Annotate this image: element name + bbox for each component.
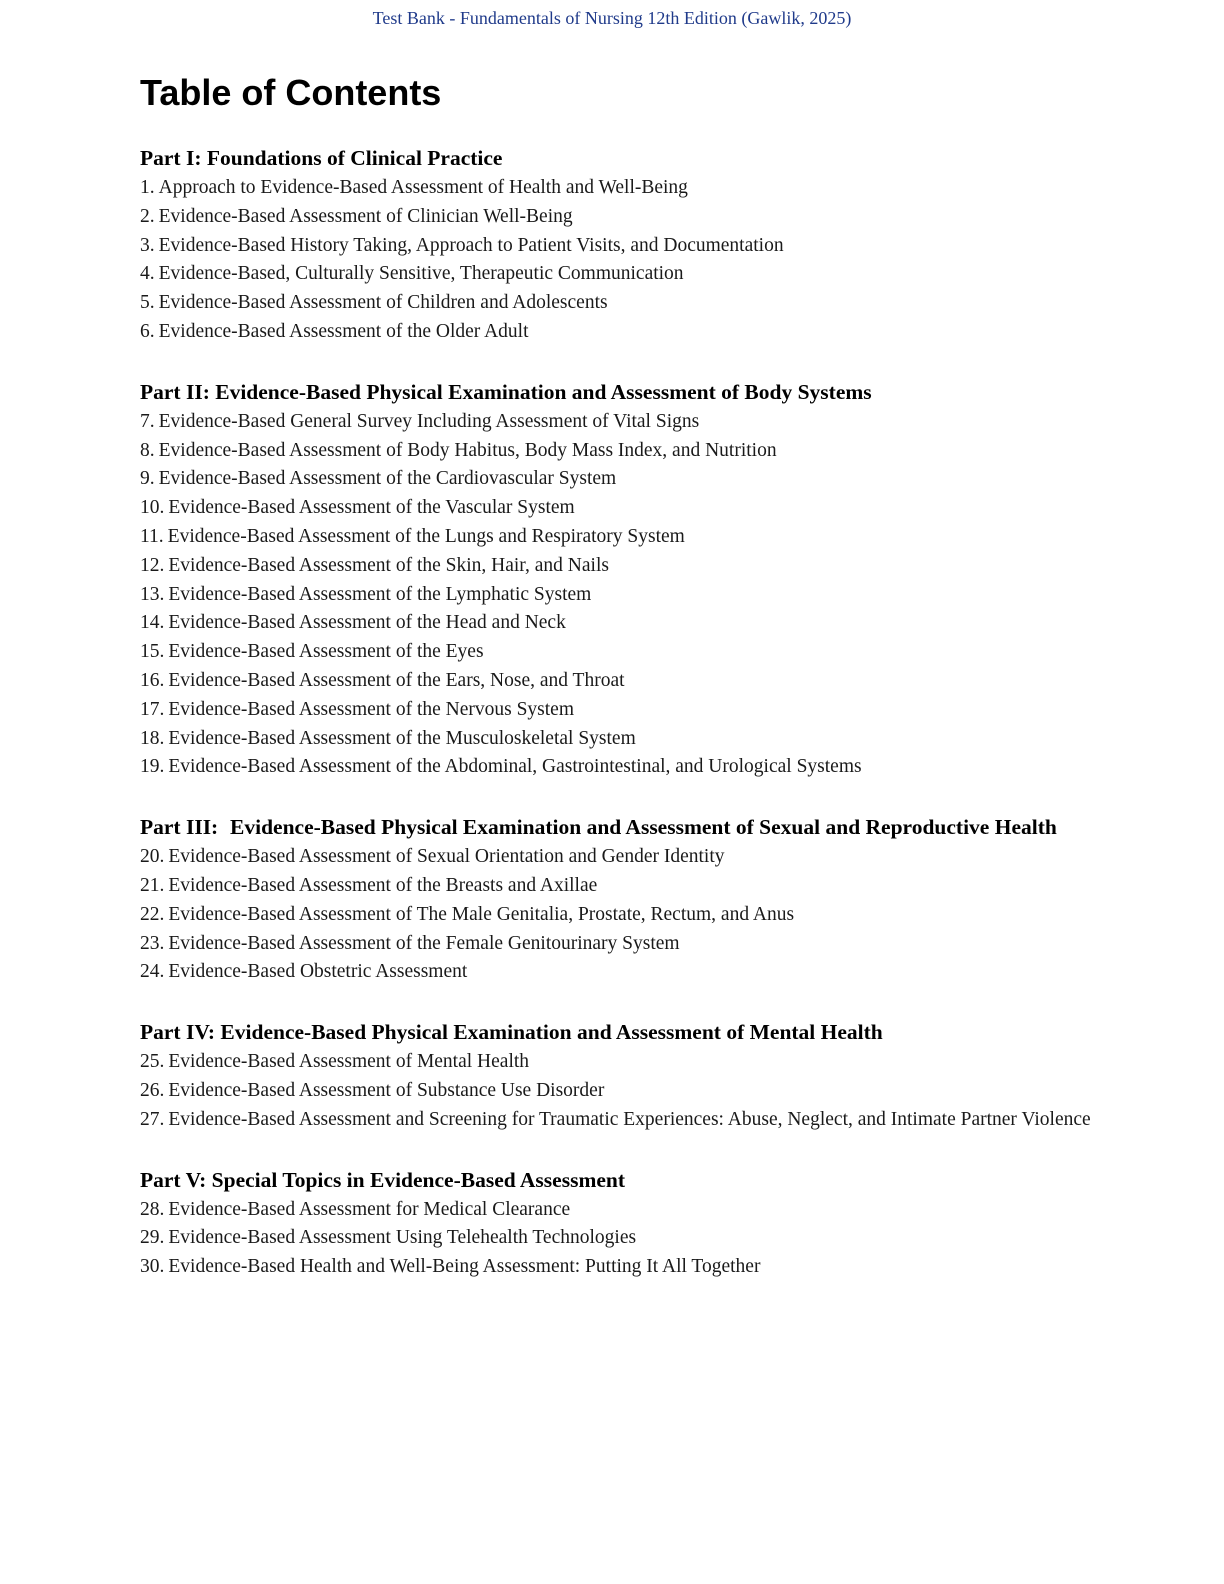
- chapter-entry[interactable]: [140, 667, 1100, 696]
- chapter-title: Evidence-Based Assessment of the Cardiovascular System: [158, 468, 617, 490]
- chapter-title: Evidence-Based Assessment of Sexual Orientation and Gender Identity: [168, 846, 725, 868]
- chapter-number: 30.: [140, 1256, 165, 1278]
- chapter-list: [140, 174, 1100, 347]
- chapter-entry[interactable]: [140, 494, 1100, 523]
- chapter-list: [140, 408, 1100, 782]
- chapter-title: Evidence-Based Assessment of the Female Genitourinary System: [168, 932, 680, 954]
- chapter-list: [140, 843, 1100, 987]
- chapter-number: 5.: [140, 292, 155, 314]
- chapter-number: 6.: [140, 320, 155, 342]
- chapter-entry[interactable]: [140, 318, 1100, 347]
- chapter-number: 2.: [140, 205, 155, 227]
- chapter-entry[interactable]: [140, 465, 1100, 494]
- chapter-entry[interactable]: [140, 1224, 1100, 1253]
- chapter-entry[interactable]: [140, 843, 1100, 872]
- chapter-entry[interactable]: [140, 958, 1100, 987]
- chapter-number: 21.: [140, 874, 165, 896]
- part-label: Part III:: [140, 815, 219, 840]
- chapter-title: Evidence-Based Assessment of the Musculoskeletal System: [168, 727, 636, 749]
- chapter-number: 11.: [140, 525, 164, 547]
- chapter-number: 28.: [140, 1198, 165, 1220]
- part-heading: [140, 812, 1100, 843]
- chapter-title: Evidence-Based Assessment of the Breasts and Axillae: [168, 874, 598, 896]
- chapter-number: 4.: [140, 263, 155, 285]
- chapter-number: 18.: [140, 727, 165, 749]
- chapter-title: Evidence-Based General Survey Including Assessment of Vital Signs: [158, 410, 700, 432]
- chapter-number: 25.: [140, 1051, 165, 1073]
- chapter-entry[interactable]: [140, 523, 1100, 552]
- toc-part-2: [140, 377, 1100, 782]
- chapter-title: Evidence-Based Assessment of The Male Genitalia, Prostate, Rectum, and Anus: [168, 903, 795, 925]
- part-title: Evidence-Based Physical Examination and Assessment of Body Systems: [215, 379, 872, 404]
- chapter-number: 24.: [140, 961, 165, 983]
- part-heading: [140, 377, 1100, 408]
- chapter-title: Evidence-Based Assessment for Medical Clearance: [168, 1198, 571, 1220]
- chapter-entry[interactable]: [140, 901, 1100, 930]
- chapter-number: 12.: [140, 554, 165, 576]
- running-header: Test Bank - Fundamentals of Nursing 12th Edition (Gawlik, 2025): [372, 8, 852, 28]
- chapter-title: Evidence-Based Assessment of Mental Health: [168, 1051, 530, 1073]
- chapter-title: Evidence-Based Assessment of Body Habitus, Body Mass Index, and Nutrition: [158, 439, 777, 461]
- chapter-title: Evidence-Based Assessment of the Eyes: [168, 641, 484, 663]
- chapter-title: Evidence-Based Assessment of the Head and Neck: [168, 612, 566, 634]
- chapter-title: Approach to Evidence-Based Assessment of Health and Well-Being: [158, 177, 688, 198]
- part-title: Foundations of Clinical Practice: [206, 146, 503, 170]
- chapter-number: 19.: [140, 756, 165, 778]
- chapter-title: Evidence-Based Assessment of Clinician Well-Being: [158, 205, 573, 227]
- chapter-entry[interactable]: [140, 1077, 1100, 1106]
- chapter-title: Evidence-Based Assessment of the Nervous System: [168, 698, 575, 720]
- part-label: Part II:: [140, 379, 210, 404]
- chapter-number: 23.: [140, 932, 165, 954]
- chapter-number: 10.: [140, 497, 165, 519]
- chapter-number: 22.: [140, 903, 165, 925]
- chapter-title: Evidence-Based Assessment Using Telehealth Technologies: [168, 1227, 637, 1249]
- chapter-title: Evidence-Based Health and Well-Being Assessment: Putting It All Together: [168, 1256, 761, 1278]
- chapter-entry[interactable]: [140, 408, 1100, 437]
- chapter-entry[interactable]: [140, 203, 1100, 232]
- table-of-contents: [140, 143, 1100, 1312]
- chapter-entry[interactable]: [140, 696, 1100, 725]
- chapter-number: 17.: [140, 698, 165, 720]
- chapter-title: Evidence-Based History Taking, Approach to Patient Visits, and Documentation: [158, 234, 784, 256]
- part-label: Part IV:: [140, 1020, 216, 1045]
- chapter-list: [140, 1048, 1100, 1134]
- chapter-number: 14.: [140, 612, 165, 634]
- toc-part-4: [140, 1017, 1100, 1134]
- part-title: Evidence-Based Physical Examination and Assessment of Sexual and Reproductive Health: [230, 815, 1057, 840]
- chapter-number: 7.: [140, 410, 155, 432]
- chapter-title: Evidence-Based Assessment of the Lungs and Respiratory System: [167, 525, 685, 547]
- chapter-entry[interactable]: [140, 437, 1100, 466]
- chapter-entry[interactable]: [140, 638, 1100, 667]
- chapter-number: 13.: [140, 583, 165, 605]
- chapter-entry[interactable]: [140, 753, 1100, 782]
- chapter-entry[interactable]: [140, 609, 1100, 638]
- chapter-number: 20.: [140, 846, 165, 868]
- chapter-number: 16.: [140, 669, 165, 691]
- part-label: Part I:: [140, 146, 202, 170]
- chapter-title: Evidence-Based Assessment of the Lymphatic System: [168, 583, 592, 605]
- chapter-title: Evidence-Based Assessment of the Vascular System: [168, 497, 575, 519]
- chapter-entry[interactable]: [140, 930, 1100, 959]
- chapter-title: Evidence-Based Assessment of the Older Adult: [158, 320, 529, 342]
- chapter-title: Evidence-Based Obstetric Assessment: [168, 961, 468, 983]
- chapter-number: 27.: [140, 1108, 165, 1130]
- part-heading: [140, 143, 1100, 174]
- chapter-entry[interactable]: [140, 1196, 1100, 1225]
- toc-part-5: [140, 1165, 1100, 1282]
- chapter-title: Evidence-Based Assessment of the Abdominal, Gastrointestinal, and Urological Systems: [168, 756, 862, 778]
- page-title: Table of Contents: [140, 72, 442, 113]
- chapter-entry[interactable]: [140, 581, 1100, 610]
- chapter-title: Evidence-Based, Culturally Sensitive, Therapeutic Communication: [158, 263, 684, 285]
- chapter-entry[interactable]: [140, 1253, 1100, 1282]
- part-title: Evidence-Based Physical Examination and Assessment of Mental Health: [220, 1020, 883, 1045]
- chapter-number: 29.: [140, 1227, 165, 1249]
- chapter-entry[interactable]: [140, 872, 1100, 901]
- toc-part-1: [140, 143, 1100, 347]
- part-title: Special Topics in Evidence-Based Assessment: [211, 1167, 626, 1192]
- chapter-entry[interactable]: [140, 174, 1100, 203]
- chapter-entry[interactable]: [140, 1106, 1100, 1135]
- chapter-number: 1.: [140, 177, 155, 198]
- chapter-number: 26.: [140, 1079, 165, 1101]
- chapter-entry[interactable]: [140, 232, 1100, 261]
- chapter-entry[interactable]: [140, 260, 1100, 289]
- chapter-entry[interactable]: [140, 725, 1100, 754]
- chapter-entry[interactable]: [140, 1048, 1100, 1077]
- part-heading: [140, 1165, 1100, 1196]
- chapter-list: [140, 1196, 1100, 1282]
- toc-part-3: [140, 812, 1100, 987]
- part-heading: [140, 1017, 1100, 1048]
- chapter-title: Evidence-Based Assessment and Screening for Traumatic Experiences: Abuse, Neglect, and Intimate Partner Violence: [168, 1108, 1091, 1130]
- chapter-number: 9.: [140, 468, 155, 490]
- chapter-title: Evidence-Based Assessment of Children and Adolescents: [158, 292, 608, 314]
- chapter-number: 3.: [140, 234, 155, 256]
- part-label: Part V:: [140, 1167, 207, 1192]
- chapter-title: Evidence-Based Assessment of Substance Use Disorder: [168, 1079, 605, 1101]
- chapter-entry[interactable]: [140, 552, 1100, 581]
- chapter-title: Evidence-Based Assessment of the Ears, Nose, and Throat: [168, 669, 625, 691]
- chapter-entry[interactable]: [140, 289, 1100, 318]
- chapter-title: Evidence-Based Assessment of the Skin, Hair, and Nails: [168, 554, 609, 576]
- chapter-number: 15.: [140, 641, 165, 663]
- chapter-number: 8.: [140, 439, 155, 461]
